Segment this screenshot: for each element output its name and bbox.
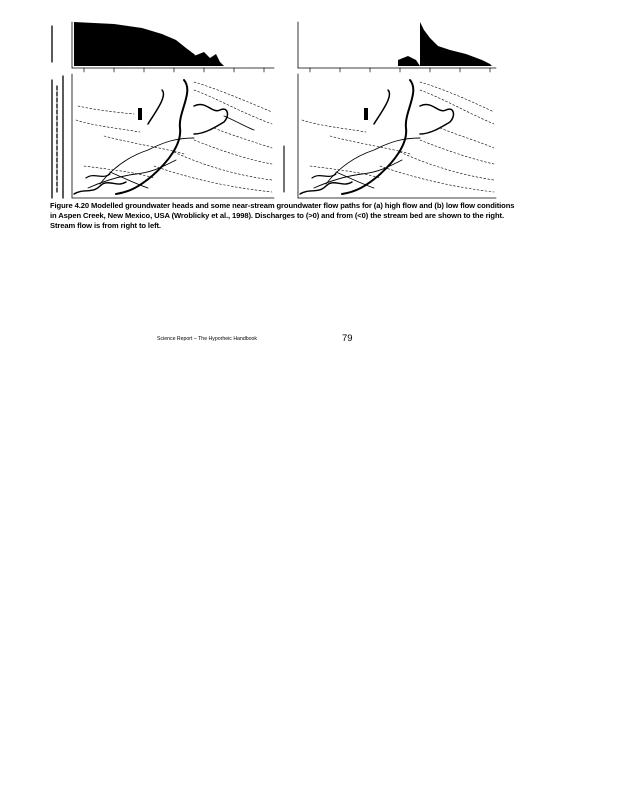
- caption-line: Stream flow is from right to left.: [50, 221, 161, 230]
- figure-graphic: [44, 16, 498, 200]
- panel-b: [284, 22, 496, 198]
- caption-line: in Aspen Creek, New Mexico, USA (Wroblicky et al., 1998). Discharges to (>0) and from (<0) the stream bed are shown to the right.: [50, 211, 504, 220]
- panel-a: [52, 22, 274, 198]
- groundwater-flow-figure: [44, 16, 498, 200]
- figure-caption: [50, 201, 570, 231]
- page-number: 79: [342, 333, 353, 344]
- caption-line: Figure 4.20 Modelled groundwater heads and some near-stream groundwater flow paths for (a) high flow and (b) low flow conditions: [50, 201, 515, 210]
- running-title: Science Report – The Hyporheic Handbook: [157, 336, 257, 342]
